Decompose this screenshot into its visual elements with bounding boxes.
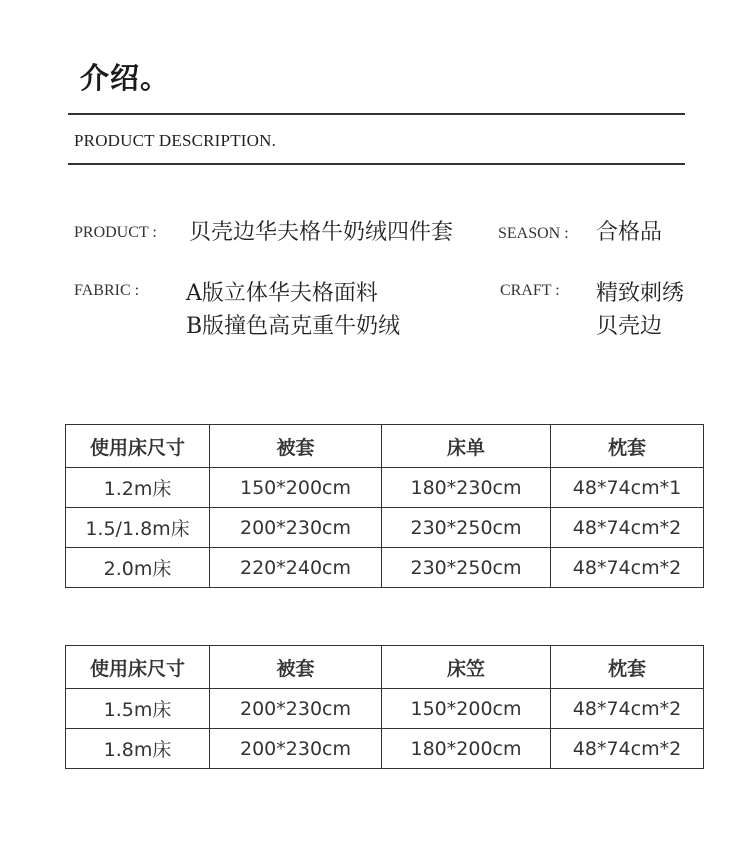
table-header-row — [66, 646, 704, 689]
cell-duvet-cover: 220*240cm — [210, 548, 382, 588]
fabric-value-line2: B版撞色高克重牛奶绒 — [186, 314, 401, 339]
fabric-label: FABRIC : — [74, 282, 140, 299]
craft-value-line2: 贝壳边 — [596, 314, 663, 339]
header-pillowcase: 枕套 — [551, 646, 704, 689]
size-table-1 — [65, 424, 704, 588]
cell-pillowcase: 48*74cm*2 — [551, 729, 704, 769]
table-header-row — [66, 425, 704, 468]
product-value: 贝壳边华夫格牛奶绒四件套 — [189, 220, 454, 245]
craft-label: CRAFT : — [500, 282, 560, 299]
cell-bed-size: 1.2m床 — [66, 468, 210, 508]
table-row — [66, 548, 704, 588]
page-subtitle: PRODUCT DESCRIPTION. — [74, 131, 277, 150]
table-row — [66, 468, 704, 508]
header-bed-sheet: 床单 — [382, 425, 551, 468]
cell-fitted-sheet: 180*200cm — [382, 729, 551, 769]
craft-value-line1: 精致刺绣 — [596, 281, 685, 306]
cell-bed-size: 1.8m床 — [66, 729, 210, 769]
cell-duvet-cover: 200*230cm — [210, 508, 382, 548]
header-duvet-cover: 被套 — [210, 646, 382, 689]
cell-duvet-cover: 150*200cm — [210, 468, 382, 508]
size-table-2 — [65, 645, 704, 769]
cell-bed-sheet: 230*250cm — [382, 508, 551, 548]
cell-fitted-sheet: 150*200cm — [382, 689, 551, 729]
cell-bed-sheet: 230*250cm — [382, 548, 551, 588]
cell-bed-size: 1.5m床 — [66, 689, 210, 729]
header-bed-size: 使用床尺寸 — [66, 646, 210, 689]
fabric-value-line1: A版立体华夫格面料 — [186, 281, 378, 306]
cell-pillowcase: 48*74cm*2 — [551, 508, 704, 548]
product-label: PRODUCT : — [74, 224, 157, 241]
season-value: 合格品 — [596, 220, 663, 245]
cell-duvet-cover: 200*230cm — [210, 729, 382, 769]
cell-bed-size: 2.0m床 — [66, 548, 210, 588]
header-fitted-sheet: 床笠 — [382, 646, 551, 689]
table-row — [66, 729, 704, 769]
cell-duvet-cover: 200*230cm — [210, 689, 382, 729]
table-row — [66, 508, 704, 548]
divider-top — [68, 113, 685, 115]
header-duvet-cover: 被套 — [210, 425, 382, 468]
page-title: 介绍。 — [80, 61, 171, 95]
header-pillowcase: 枕套 — [551, 425, 704, 468]
header-bed-size: 使用床尺寸 — [66, 425, 210, 468]
cell-bed-size: 1.5/1.8m床 — [66, 508, 210, 548]
cell-bed-sheet: 180*230cm — [382, 468, 551, 508]
cell-pillowcase: 48*74cm*2 — [551, 689, 704, 729]
cell-pillowcase: 48*74cm*2 — [551, 548, 704, 588]
cell-pillowcase: 48*74cm*1 — [551, 468, 704, 508]
season-label: SEASON : — [498, 225, 569, 242]
table-row — [66, 689, 704, 729]
divider-bottom — [68, 163, 685, 165]
